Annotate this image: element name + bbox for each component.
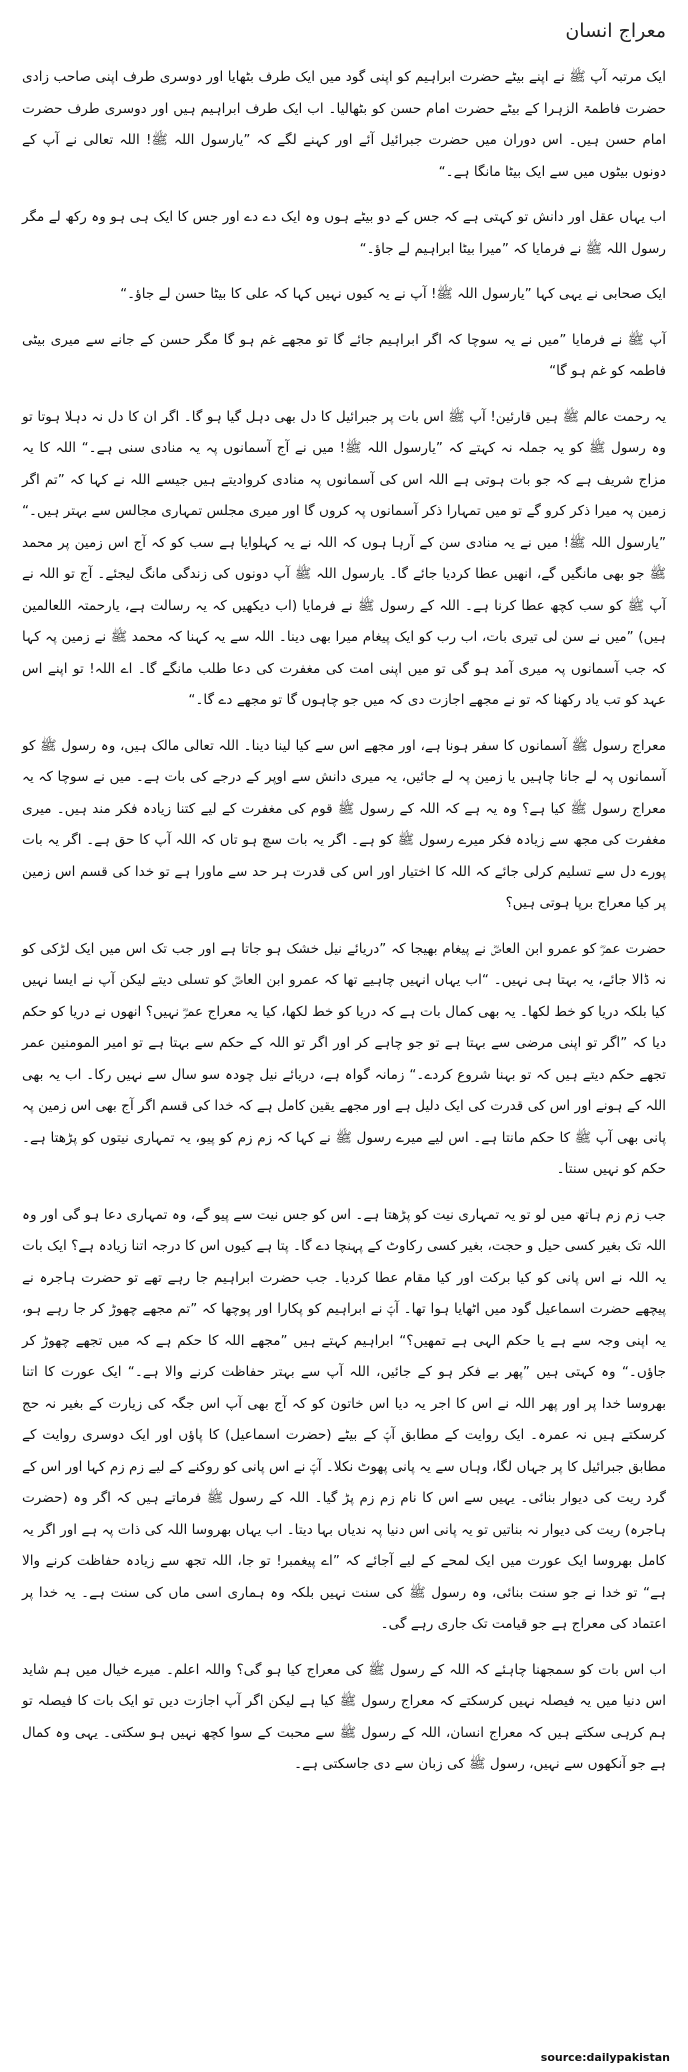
paragraph-3: ایک صحابی نے یہی کہا ”یارسول اللہ ﷺ! آپ نے یہ کیوں نہیں کہا کہ علی کا بیٹا حسن لے جاؤ۔“ — [120, 286, 666, 302]
paragraph-8: جب زم زم ہاتھ میں لو تو یہ تمہاری نیت کو پڑھتا ہے۔ اس کو جس نیت سے پیو گے، وہ تمہاری دعا ہو گی اور وہ اللہ تک بغیر کسی حیل و حجت، بغیر کسی رکاوٹ کے پہنچا دے گا۔ پتا ہے کیوں اس کا درجہ اتنا زیادہ ہے؟ ایک بات یہ اللہ نے اس پانی کو کیا برکت اور کیا مقام عطا کردیا۔ جب حضرت ابراہیم جا رہے تھے تو حضرت ہاجرہ نے پیچھے حضرت اسماعیل گود میں اٹھایا ہوا تھا۔ آپؑ نے ابراہیم کو پکارا اور پوچھا کہ ”تم مجھے چھوڑ کر جا رہے ہو، یہ اپنی وجہ سے ہے یا حکم الہی ہے تمھیں؟“ ابراہیم کہتے ہیں ”مجھے اللہ کا حکم ہے کہ میں تجھے چھوڑ کر جاؤں۔“ وہ کہتی ہیں ”پھر بے فکر ہو کے جائیں، اللہ آپ سے بہتر حفاظت کرنے والا ہے۔“ ایک عورت کا اتنا بھروسا خدا پر اور پھر اللہ نے اس کا اجر یہ دیا اس خاتون کو کہ آج بھی آپ اس جگہ کی زیارت کے بغیر نہ حج کرسکتے ہیں نہ عمرہ۔ ایک روایت کے مطابق آپؑ کے بیٹے (حضرت اسماعیل) کا پاؤں اور ایک دوسری روایت کے مطابق جبرائیل کا پر جہاں لگا، وہاں سے یہ پانی پھوٹ نکلا۔ آپؑ نے اس پانی کو روکنے کے لیے زم زم کہا اور اس کے گرد ریت کی دیوار بنائی۔ یہیں سے اس کا نام زم زم پڑ گیا۔ اللہ کے رسول ﷺ فرماتے ہیں کہ اگر وہ (حضرت ہاجرہ) ریت کی دیوار نہ بناتیں تو یہ پانی اس دنیا پہ ندیاں بہا دیتا۔ اب یہاں بھروسا اللہ کی ذات پہ ہے اور اگر یہ کامل بھروسا ایک عورت میں ایک لمحے کے لیے آجائے کہ ”اے پیغمبر! تو جا، اللہ تجھ سے زیادہ حفاظت کرنے والا ہے“ تو خدا نے جو سنت بنائی، وہ رسول ﷺ کی سنت نہیں بلکہ وہ ہماری اسی ماں کی سنت ہے۔ یہ خدا پر اعتماد کی معراج ہے جو قیامت تک جاری رہے گی۔ — [22, 1206, 666, 1632]
source-credit: source:dailypakistan — [540, 2051, 670, 2064]
paragraph-7: حضرت عمرؓ کو عمرو ابن العاصؓ نے پیغام بھیجا کہ ”دریائے نیل خشک ہو جاتا ہے اور جب تک اس میں ایک لڑکی کو نہ ڈالا جائے، یہ بہتا ہی نہیں۔ “اب یہاں انہیں چاہیے تھا کہ عمرو ابن العاصؓ کو تسلی دیتے لیکن آپ نے ایسا نہیں کیا بلکہ دریا کو خط لکھا۔ یہ بھی کمال بات ہے کہ دریا کو خط لکھا، کیا یہ معراج عمرؓ نہیں؟ انھوں نے دریا کو حکم دیا کہ ”اگر تو اپنی مرضی سے بہتا ہے تو جو چاہے کر اور اگر تو اللہ کے حکم سے بہتا ہے تو امیر المومنین عمر تجھے حکم دیتے ہیں کہ تو بہنا شروع کردے۔“ زمانہ گواہ ہے، دریائے نیل چودہ سو سال سے نہیں رکا۔ اب یہ بھی اللہ کے ہونے اور اس کی قدرت کی ایک دلیل ہے اور مجھے یقین کامل ہے کہ خدا کی قسم اگر آج بھی اس زمین پہ پانی بھی آپ ﷺ کا حکم مانتا ہے۔ اس لیے میرے رسول ﷺ نے کہا کہ زم زم کو پیو، یہ تمہاری نیتوں کو پڑھتا ہے۔ حکم کو نہیں سنتا۔ — [22, 940, 666, 1177]
article-title: معراج انسان — [565, 20, 666, 42]
paragraph-2: اب یہاں عقل اور دانش تو کہتی ہے کہ جس کے دو بیٹے ہوں وہ ایک دے دے اور جس کا ایک ہی ہو وہ رکھ لے مگر رسول اللہ ﷺ نے فرمایا کہ ”میرا بیٹا ابراہیم لے جاؤ۔“ — [22, 209, 666, 257]
paragraph-5: یہ رحمت عالم ﷺ ہیں قارئین! آپ ﷺ اس بات پر جبرائیل کا دل بھی دہل گیا ہو گا۔ اگر ان کا دل نہ دہلا ہوتا تو وہ رسول ﷺ کو یہ جملہ نہ کہتے کہ ”یارسول اللہ ﷺ! میں نے آج آسمانوں پہ یہ منادی سنی ہے۔“ اللہ کا یہ مزاج شریف ہے کہ جو بات ہوتی ہے اللہ اس کی آسمانوں پہ منادی کروادیتے ہیں جیسے اللہ نے کہا کہ ”تم اگر زمین پہ میرا ذکر کرو گے تو میں تمہارا ذکر آسمانوں پہ کروں گا اور میری مجلس تمہاری مجالس سے بہتر ہیں۔“ ”یارسول اللہ ﷺ! میں نے یہ منادی سن کے آرہا ہوں کہ اللہ نے یہ کہلوایا ہے سب کو کہ آج اس زمین پر محمد ﷺ جو بھی مانگیں گے، انھیں عطا کردیا جائے گا۔ یارسول اللہ ﷺ آپ دونوں کی زندگی مانگ لیجئے۔ آج تو اللہ نے آپ ﷺ کو سب کچھ عطا کرنا ہے۔ اللہ کے رسول ﷺ نے فرمایا (اب دیکھیں کہ یہ رسالت ہے، یارحمتہ اللعالمین ہیں) ”میں نے سن لی تیری بات، اب رب کو ایک پیغام میرا بھی دینا۔ اللہ سے یہ کہنا کہ محمد ﷺ نے زمین پہ کہا کہ جب آسمانوں پہ میری آمد ہو گی تو میں اپنی امت کی مغفرت کی دعا طلب مانگے گا۔ اے اللہ! تو اپنے اس عہد کو تب یاد رکھنا کہ تو نے مجھے اجازت دی کہ میں جو چاہوں گا تو مجھے دے گا۔“ — [22, 408, 666, 708]
paragraph-1: ایک مرتبہ آپ ﷺ نے اپنے بیٹے حضرت ابراہیم کو اپنی گود میں ایک طرف بٹھایا اور دوسری طرف اپنی صاحب زادی حضرت فاطمۃ الزہرا کے بیٹے حضرت امام حسن کو بٹھالیا۔ اب ایک طرف ابراہیم ہیں اور دوسری طرف حضرت امام حسن ہیں۔ اس دوران میں حضرت جبرائیل آئے اور کہنے لگے کہ ”یارسول اللہ ﷺ! اللہ تعالی نے آپ کے دونوں بیٹوں میں سے ایک بیٹا مانگا ہے۔“ — [22, 69, 666, 180]
paragraph-6: معراج رسول ﷺ آسمانوں کا سفر ہونا ہے، اور مجھے اس سے کیا لینا دینا۔ اللہ تعالی مالک ہیں، وہ رسول ﷺ کو آسمانوں پہ لے جانا چاہیں یا زمین پہ لے جائیں، یہ میری دانش سے اوپر کے درجے کی بات ہے۔ میں نے سوچا کہ یہ معراج رسول ﷺ کیا ہے؟ وہ یہ ہے کہ اللہ کے رسول ﷺ قوم کی مغفرت کے لیے کتنا زیادہ فکر مند ہیں۔ میری مغفرت کی مجھ سے زیادہ فکر میرے رسول ﷺ کو ہے۔ اگر یہ بات سچ ہو تاں کہ اللہ آپ کا حق ہے۔ اگر یہ بات پورے دل سے تسلیم کرلی جائے کہ اللہ کا اختیار اور اس کی قدرت ہر حد سے ماورا ہے تو خدا کی قسم اس زمین پر کیا معراج برپا ہوتی ہیں؟ — [22, 737, 666, 911]
paragraph-4: آپ ﷺ نے فرمایا ”میں نے یہ سوچا کہ اگر ابراہیم جائے گا تو مجھے غم ہو گا مگر حسن کے جانے سے میری بیٹی فاطمہ کو غم ہو گا“ — [22, 331, 666, 379]
paragraph-9: اب اس بات کو سمجھنا چاہئے کہ اللہ کے رسول ﷺ کی معراج کیا ہو گی؟ واللہ اعلم۔ میرے خیال میں ہم شاید اس دنیا میں یہ فیصلہ نہیں کرسکتے کہ معراج رسول ﷺ کیا ہے لیکن اگر آپ اجازت دیں تو ایک بات کا فیصلہ تو ہم کرہی سکتے ہیں کہ معراج انسان، اللہ کے رسول ﷺ سے محبت کے سوا کچھ نہیں ہو سکتی۔ یہی وہ کمال ہے جو آنکھوں سے نہیں، رسول ﷺ کی زبان سے دی جاسکتی ہے۔ — [22, 1661, 666, 1772]
